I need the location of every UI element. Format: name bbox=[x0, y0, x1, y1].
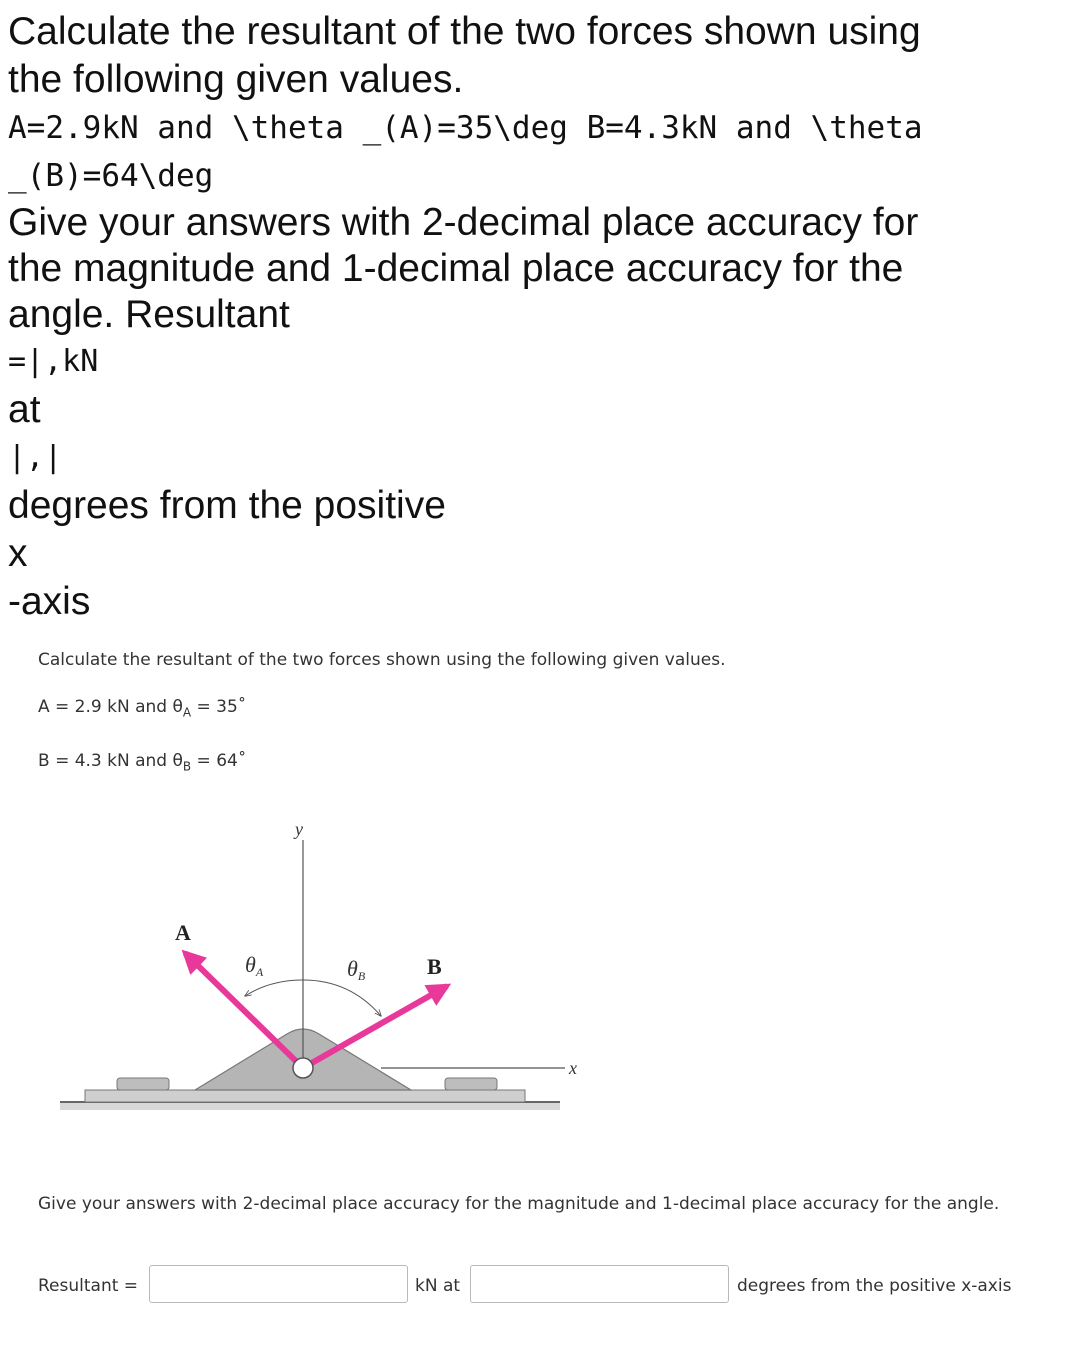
magnitude-input[interactable] bbox=[149, 1265, 408, 1303]
problem-card bbox=[0, 640, 1066, 1366]
force-a-arrow bbox=[185, 953, 303, 1068]
angle-input[interactable] bbox=[470, 1265, 729, 1303]
answer-instructions: Give your answers with 2-decimal place accuracy for the magnitude and 1-decimal place accuracy for the angle. bbox=[38, 1194, 1000, 1214]
base-plate bbox=[85, 1090, 525, 1102]
bar-comma-bar-line: |,| bbox=[8, 440, 63, 475]
given-b-suffix: = 64˚ bbox=[191, 751, 247, 771]
given-a-sub: A bbox=[182, 705, 192, 720]
given-a-prefix: A = 2.9 kN and θ bbox=[38, 697, 183, 717]
axis-line: -axis bbox=[8, 580, 91, 623]
given-b bbox=[38, 751, 246, 773]
theta-a-arc bbox=[245, 980, 303, 996]
theta-b-label: θB bbox=[347, 956, 366, 983]
question-line-2: the following given values. bbox=[8, 58, 464, 101]
x-axis-label: x bbox=[569, 1058, 577, 1078]
degrees-line: degrees from the positive bbox=[8, 484, 446, 527]
degrees-label: degrees from the positive x-axis bbox=[737, 1276, 1012, 1296]
given-b-prefix: B = 4.3 kN and θ bbox=[38, 751, 183, 771]
resultant-label: Resultant = bbox=[38, 1276, 139, 1296]
force-b-arrow bbox=[303, 986, 447, 1068]
kn-at-label: kN at bbox=[415, 1276, 461, 1296]
x-line: x bbox=[8, 532, 28, 575]
theta-b-arc bbox=[303, 980, 381, 1016]
question-text-block bbox=[0, 8, 1050, 626]
given-values-line-2: _(B)=64\deg bbox=[8, 158, 214, 194]
resultant-equals-line: =|,kN bbox=[8, 344, 99, 379]
given-b-sub: B bbox=[182, 759, 192, 774]
instruction-line-3: angle. Resultant bbox=[8, 293, 290, 336]
theta-a-label: θA bbox=[245, 952, 264, 979]
left-bolt bbox=[117, 1078, 169, 1090]
force-a-label: A bbox=[175, 920, 191, 945]
instruction-line-2: the magnitude and 1-decimal place accuracy for the bbox=[8, 247, 904, 290]
right-bolt bbox=[445, 1078, 497, 1090]
given-values-line-1: A=2.9kN and \theta _(A)=35\deg B=4.3kN and \theta bbox=[8, 110, 923, 146]
question-line-1: Calculate the resultant of the two forces shown using bbox=[8, 10, 921, 53]
at-line: at bbox=[8, 388, 41, 431]
pin bbox=[293, 1058, 313, 1078]
ground-surface bbox=[60, 1102, 560, 1110]
given-a bbox=[38, 697, 246, 719]
force-b-label: B bbox=[427, 954, 442, 979]
force-diagram bbox=[55, 810, 575, 1120]
y-axis-label: y bbox=[295, 819, 303, 839]
card-intro: Calculate the resultant of the two forces shown using the following given values. bbox=[38, 650, 726, 670]
given-a-suffix: = 35˚ bbox=[191, 697, 247, 717]
instruction-line-1: Give your answers with 2-decimal place accuracy for bbox=[8, 201, 919, 244]
